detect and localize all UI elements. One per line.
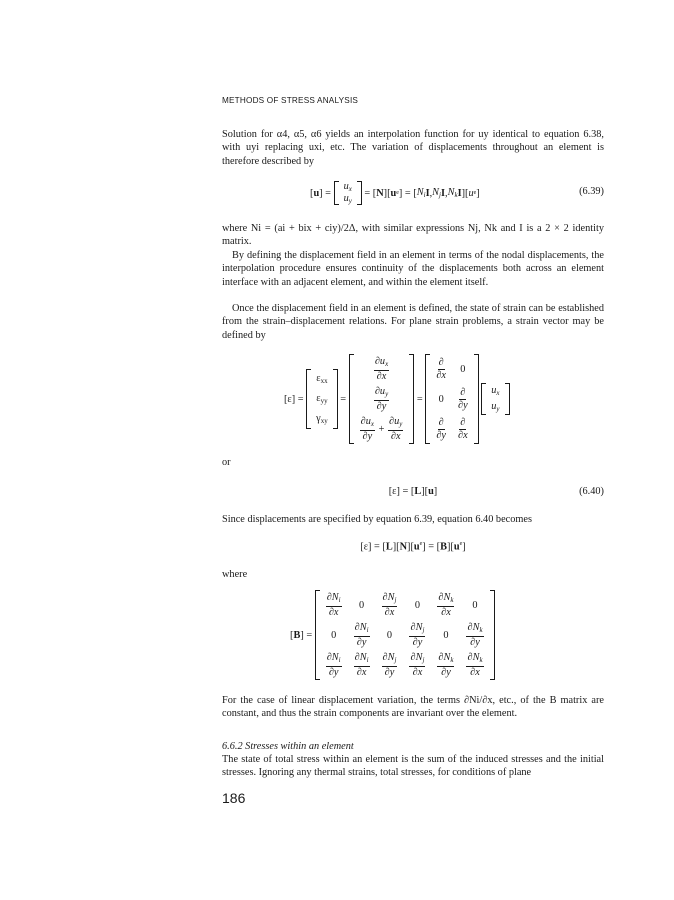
section-heading bbox=[222, 740, 604, 753]
equation-strain-b: $[\varepsilon] = [L][N][u^e] = [B][u^e]$ bbox=[360, 541, 466, 553]
equation-number-6-40: (6.40) bbox=[579, 486, 604, 497]
paragraph-1-text: Solution for α4, α5, α6 yields an interpolation function for uy identical to equation 6.38, with uyi replacing uxi, etc. The variation of displacements throughout an element is therefore described by bbox=[222, 129, 604, 167]
equation-6-39: [ u ] = $u_x$ $u_y$ = [ N ][ u e ] = [ $N_i$ I , $N_j$ I , $N_k$ I ][ u e ] (6.39) bbox=[310, 181, 604, 205]
strain-equation: [ε] = $\varepsilon_{xx}$ $\varepsilon_{yy}$ $\gamma_{xy}$ = $\frac{\partial u_x}{\partial x}$ $\frac{\partial u_y}{\partial y}$ $\frac{\partial u_x}{\partial y}$ + $\frac{\partial u_y}{\partial x}$ = $\frac{\partial}{\partial x}$ 0 0 $\frac{\partial}{\partial y}$ $\frac{\partial}{\partial y}$ $\frac{\partial}{\partial x}$ $u_x$ $u_y$ bbox=[222, 352, 604, 446]
paragraph-2-text: where Ni = (ai + bix + ciy)/2Δ, with similar expressions Nj, Nk and I is a 2 × 2 identity matrix. bbox=[222, 223, 604, 248]
or-text: or bbox=[222, 457, 231, 468]
b-matrix-equation: [ B ] = $\frac{\partial N_i}{\partial x}$ 0 $\frac{\partial N_j}{\partial x}$ 0 $\frac{\partial N_k}{\partial x}$ 0 0 $\frac{\partial N_i}{\partial y}$ 0 $\frac{\partial N_j}{\partial y}$ 0 $\frac{\partial N_k}{\partial y}$ $\frac{\partial N_i}{\partial y}$ $\frac{\partial N_i}{\partial x}$ $\frac{\partial N_j}{\partial y}$ $\frac{\partial N_j}{\partial x}$ $\frac{\partial N_k}{\partial y}$ $\frac{\partial N_k}{\partial x}$ bbox=[222, 588, 604, 682]
paragraph-7-text: The state of total stress within an element is the sum of the induced stresses and the initial stresses. Ignoring any thermal strains, total stresses, for conditions of plane bbox=[222, 754, 604, 779]
where-text: where bbox=[222, 569, 248, 580]
paragraph-4-text: Once the displacement field in an element is defined, the state of strain can be established from the strain–displacement relations. For plane strain problems, a strain vector may be defined by bbox=[222, 303, 604, 341]
or-line bbox=[222, 456, 604, 469]
section-heading-text: 6.6.2 Stresses within an element bbox=[222, 741, 354, 752]
paragraph-5-text: Since displacements are specified by equation 6.39, equation 6.40 becomes bbox=[222, 514, 532, 525]
paragraph-1 bbox=[222, 128, 604, 168]
equation-number-6-39: (6.39) bbox=[579, 186, 604, 197]
page-number: 186 bbox=[222, 790, 246, 806]
paragraph-7 bbox=[222, 753, 604, 780]
paragraph-6 bbox=[222, 694, 604, 721]
paragraph-3-text: By defining the displacement field in an element in terms of the nodal displacements, the interpolation procedure ensures continuity of the displacements both across an element interface with an adjacent element, and within the element itself. bbox=[222, 250, 604, 288]
paragraph-5 bbox=[222, 513, 604, 526]
paragraph-2 bbox=[222, 222, 604, 249]
equation-6-40: [ε] = [L][u] (6.40) bbox=[388, 486, 604, 497]
paragraph-3 bbox=[222, 249, 604, 289]
paragraph-6-text: For the case of linear displacement variation, the terms ∂Ni/∂x, etc., of the B matrix are constant, and thus the strain components are invariant over the element. bbox=[222, 695, 604, 720]
running-header: METHODS OF STRESS ANALYSIS bbox=[222, 96, 359, 105]
paragraph-4 bbox=[222, 302, 604, 342]
where-line bbox=[222, 568, 604, 581]
